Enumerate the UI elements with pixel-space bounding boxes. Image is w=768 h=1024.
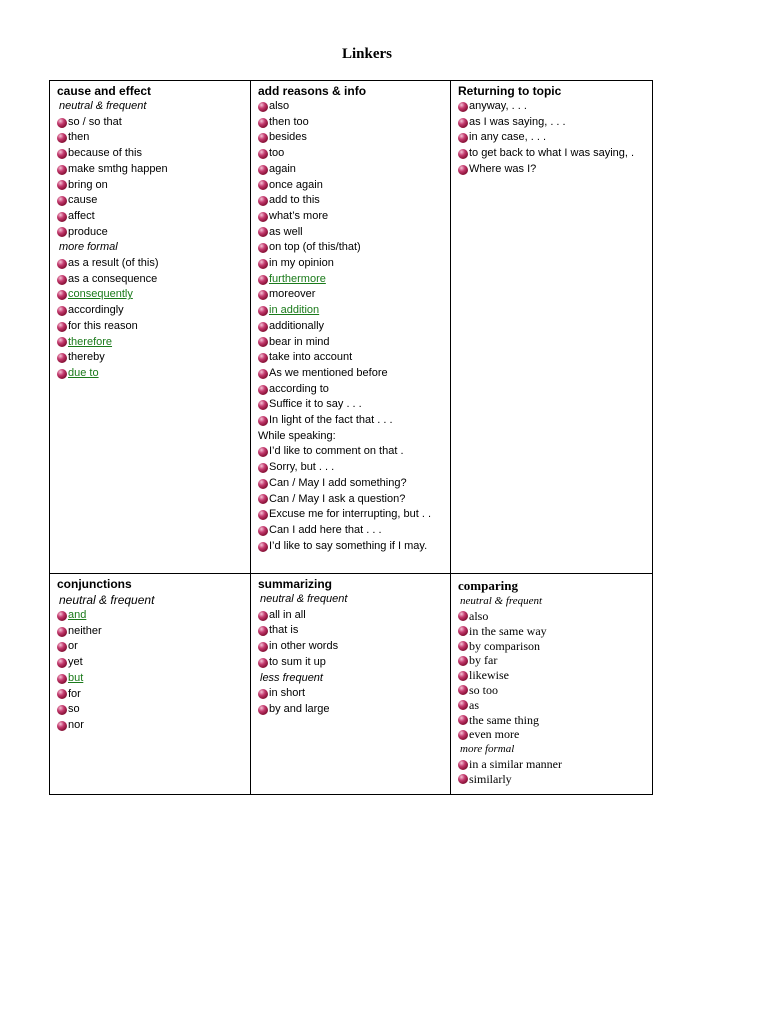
ball-bullet-icon [258, 353, 268, 363]
linker-text: to sum it up [269, 655, 326, 668]
list-item [57, 193, 244, 209]
linker-list [458, 99, 646, 178]
linker-text: neither [68, 624, 102, 637]
register-label: more formal [460, 743, 515, 756]
linker-text: because of this [68, 147, 142, 160]
linker-text: similarly [469, 771, 512, 786]
list-item [458, 115, 646, 131]
list-item [258, 623, 444, 639]
linker-link[interactable]: in addition [269, 304, 320, 317]
list-item [57, 287, 244, 303]
list-item [458, 146, 646, 162]
cell-cause-and-effect [50, 81, 251, 574]
ball-bullet-icon [57, 118, 67, 128]
linker-link[interactable]: therefore [68, 335, 113, 348]
list-item [258, 287, 444, 303]
ball-bullet-icon [458, 656, 468, 666]
list-item [458, 653, 646, 668]
list-item [57, 624, 244, 640]
ball-bullet-icon [57, 705, 67, 715]
list-item [258, 608, 444, 624]
cell-returning-to-topic [451, 81, 653, 574]
linker-text: additionally [269, 319, 325, 332]
ball-bullet-icon [258, 259, 268, 269]
ball-bullet-icon [57, 337, 67, 347]
linker-text: cause [68, 194, 98, 207]
cell-summarizing [251, 574, 451, 795]
list-item [57, 272, 244, 288]
ball-bullet-icon [57, 611, 67, 621]
linker-text: As we mentioned before [269, 366, 388, 379]
list-item [258, 319, 444, 335]
list-item [258, 225, 444, 241]
list-item [258, 444, 444, 460]
linker-text: bear in mind [269, 335, 330, 348]
linker-text: as a result (of this) [68, 257, 159, 270]
linker-text: yet [68, 656, 83, 669]
linker-text: also [469, 609, 489, 623]
ball-bullet-icon [458, 700, 468, 710]
list-item [458, 130, 646, 146]
list-item [258, 382, 444, 398]
ball-bullet-icon [57, 369, 67, 379]
list-item [458, 683, 646, 698]
linker-text: so [68, 703, 80, 716]
ball-bullet-icon [258, 385, 268, 395]
ball-bullet-icon [258, 243, 268, 253]
register-label: neutral & frequent [460, 595, 543, 607]
list-item [258, 303, 444, 319]
cell-header: comparing [458, 578, 518, 593]
linker-text: once again [269, 178, 323, 191]
cell-header: cause and effect [57, 84, 152, 98]
ball-bullet-icon [458, 165, 468, 175]
ball-bullet-icon [57, 212, 67, 222]
list-item [258, 115, 444, 131]
ball-bullet-icon [57, 658, 67, 668]
linker-text: Can I add here that . . . [269, 523, 382, 536]
ball-bullet-icon [258, 290, 268, 300]
list-item [458, 668, 646, 683]
list-item [258, 492, 444, 508]
linker-list [57, 115, 244, 241]
list-item [258, 272, 444, 288]
register-label: neutral & frequent [260, 593, 348, 605]
ball-bullet-icon [258, 102, 268, 112]
linker-text: also [269, 100, 290, 112]
ball-bullet-icon [458, 671, 468, 681]
linker-text: to get back to what I was saying, . [469, 147, 635, 160]
linker-text: for [68, 687, 81, 700]
ball-bullet-icon [258, 275, 268, 285]
list-item [57, 162, 244, 178]
list-item [458, 162, 646, 178]
ball-bullet-icon [258, 494, 268, 504]
linker-text: as [469, 697, 479, 712]
ball-bullet-icon [258, 149, 268, 159]
list-item [258, 256, 444, 272]
linker-text: all in all [269, 608, 306, 621]
linker-link[interactable]: due to [68, 366, 99, 379]
linker-text: likewise [469, 668, 509, 683]
linker-text: or [68, 640, 78, 653]
ball-bullet-icon [458, 715, 468, 725]
linker-text: in short [269, 687, 306, 700]
list-item [458, 639, 646, 654]
ball-bullet-icon [458, 611, 468, 621]
list-item [258, 335, 444, 351]
linker-text: as well [269, 225, 303, 238]
ball-bullet-icon [458, 641, 468, 651]
cell-comparing [451, 574, 653, 795]
linker-link[interactable]: but [68, 671, 84, 684]
linker-text: in my opinion [269, 257, 334, 270]
linker-text: so too [469, 682, 499, 697]
ball-bullet-icon [458, 133, 468, 143]
ball-bullet-icon [258, 133, 268, 143]
ball-bullet-icon [458, 102, 468, 112]
list-item [258, 366, 444, 382]
linker-text: Can / May I ask a question? [269, 492, 406, 505]
ball-bullet-icon [258, 322, 268, 332]
linker-text: according to [269, 382, 329, 395]
list-item [258, 162, 444, 178]
list-item [57, 655, 244, 671]
list-item [458, 609, 646, 624]
register-label: neutral & frequent [59, 100, 147, 112]
ball-bullet-icon [258, 165, 268, 175]
linker-text: the same thing [469, 712, 539, 727]
linker-text: Can / May I add something? [269, 476, 407, 489]
ball-bullet-icon [57, 149, 67, 159]
ball-bullet-icon [458, 149, 468, 159]
list-item [57, 335, 244, 351]
linker-text: even more [469, 727, 520, 742]
linker-text: thereby [68, 351, 105, 364]
list-item [57, 178, 244, 194]
linker-text: produce [68, 225, 108, 238]
linker-link[interactable]: furthermore [269, 272, 326, 285]
ball-bullet-icon [258, 705, 268, 715]
linker-list [258, 686, 444, 717]
ball-bullet-icon [258, 463, 268, 473]
list-item [458, 757, 646, 772]
linker-text: affect [68, 209, 95, 222]
linker-text: what’s more [269, 209, 329, 222]
ball-bullet-icon [458, 774, 468, 784]
linkers-table [49, 80, 653, 795]
list-item [57, 130, 244, 146]
ball-bullet-icon [258, 369, 268, 379]
list-item [57, 639, 244, 655]
linker-text: in other words [269, 640, 339, 653]
linker-text: besides [269, 131, 307, 144]
linker-text: then too [269, 115, 309, 128]
list-item [458, 727, 646, 742]
list-item [57, 319, 244, 335]
ball-bullet-icon [57, 290, 67, 300]
ball-bullet-icon [258, 306, 268, 316]
ball-bullet-icon [57, 180, 67, 190]
cell-add-reasons-info [251, 81, 451, 574]
linker-text: in any case, . . . [469, 131, 547, 144]
ball-bullet-icon [458, 626, 468, 636]
list-item [57, 671, 244, 687]
linker-text: take into account [269, 351, 353, 364]
ball-bullet-icon [57, 227, 67, 237]
ball-bullet-icon [258, 626, 268, 636]
linker-text: add to this [269, 194, 320, 207]
ball-bullet-icon [258, 510, 268, 520]
ball-bullet-icon [57, 306, 67, 316]
cell-conjunctions [50, 574, 251, 795]
list-item [258, 686, 444, 702]
cell-header: add reasons & info [258, 84, 367, 98]
list-item [258, 476, 444, 492]
linker-text: Suffice it to say . . . [269, 398, 362, 411]
page-title: Linkers [341, 46, 392, 62]
linker-list [458, 609, 646, 742]
ball-bullet-icon [57, 689, 67, 699]
ball-bullet-icon [258, 416, 268, 426]
list-item [258, 350, 444, 366]
speaking-label: While speaking: [258, 429, 336, 442]
linker-text: by far [469, 653, 498, 668]
list-item [57, 209, 244, 225]
linker-list [258, 99, 444, 429]
register-label: neutral & frequent [59, 593, 155, 607]
ball-bullet-icon [57, 259, 67, 269]
linker-text: by comparison [469, 638, 540, 653]
ball-bullet-icon [258, 689, 268, 699]
ball-bullet-icon [57, 133, 67, 143]
linker-text: accordingly [68, 304, 124, 317]
ball-bullet-icon [258, 658, 268, 668]
linker-text: moreover [269, 288, 316, 301]
list-item [57, 702, 244, 718]
ball-bullet-icon [258, 526, 268, 536]
linker-text: by and large [269, 702, 330, 715]
cell-header: summarizing [258, 577, 333, 591]
list-item [57, 718, 244, 734]
list-item [258, 507, 444, 523]
list-item [458, 624, 646, 639]
list-item [458, 99, 646, 115]
linker-list [458, 757, 646, 787]
table-row [50, 574, 653, 795]
ball-bullet-icon [258, 180, 268, 190]
linker-text: in a similar manner [469, 757, 562, 772]
cell-header: conjunctions [57, 577, 132, 591]
list-item [458, 713, 646, 728]
cell-header: Returning to topic [458, 84, 562, 98]
linker-text: anyway, . . . [469, 100, 527, 112]
ball-bullet-icon [458, 685, 468, 695]
linker-text: in the same way [469, 623, 547, 638]
linker-list [258, 444, 444, 554]
ball-bullet-icon [57, 642, 67, 652]
linker-text: again [269, 162, 296, 175]
ball-bullet-icon [258, 337, 268, 347]
list-item [57, 366, 244, 382]
linker-text: nor [68, 718, 84, 731]
list-item [57, 256, 244, 272]
list-item [258, 146, 444, 162]
ball-bullet-icon [258, 447, 268, 457]
ball-bullet-icon [57, 353, 67, 363]
ball-bullet-icon [258, 118, 268, 128]
ball-bullet-icon [458, 730, 468, 740]
ball-bullet-icon [258, 400, 268, 410]
list-item [258, 639, 444, 655]
list-item [258, 702, 444, 718]
linker-list [258, 608, 444, 671]
list-item [258, 240, 444, 256]
list-item [458, 698, 646, 713]
ball-bullet-icon [258, 542, 268, 552]
list-item [57, 225, 244, 241]
list-item [57, 350, 244, 366]
ball-bullet-icon [57, 674, 67, 684]
linker-text: In light of the fact that . . . [269, 414, 393, 427]
ball-bullet-icon [258, 212, 268, 222]
linker-text: I’d like to comment on that . [269, 445, 404, 458]
list-item [258, 130, 444, 146]
list-item [458, 772, 646, 787]
list-item [258, 209, 444, 225]
linker-text: that is [269, 624, 299, 637]
ball-bullet-icon [258, 642, 268, 652]
list-item [258, 178, 444, 194]
list-item [57, 146, 244, 162]
list-item [258, 539, 444, 555]
linker-text: as a consequence [68, 272, 158, 285]
register-label: less frequent [260, 671, 323, 684]
list-item [57, 303, 244, 319]
ball-bullet-icon [57, 721, 67, 731]
list-item [57, 687, 244, 703]
list-item [258, 397, 444, 413]
list-item [57, 608, 244, 624]
list-item [258, 193, 444, 209]
linker-text: I’d like to say something if I may. [269, 539, 428, 552]
list-item [258, 655, 444, 671]
linker-text: on top (of this/that) [269, 241, 361, 254]
linker-text: bring on [68, 178, 108, 191]
list-item [258, 99, 444, 115]
linker-text: make smthg happen [68, 162, 168, 175]
linker-text: so / so that [68, 115, 122, 128]
table-row [50, 81, 653, 574]
linker-list [57, 608, 244, 734]
ball-bullet-icon [57, 322, 67, 332]
linker-text: as I was saying, . . . [469, 115, 566, 128]
ball-bullet-icon [258, 479, 268, 489]
ball-bullet-icon [458, 118, 468, 128]
ball-bullet-icon [57, 627, 67, 637]
list-item [258, 523, 444, 539]
linker-text: then [68, 131, 90, 144]
ball-bullet-icon [57, 275, 67, 285]
linker-text: Sorry, but . . . [269, 461, 335, 474]
ball-bullet-icon [258, 196, 268, 206]
ball-bullet-icon [458, 760, 468, 770]
ball-bullet-icon [57, 165, 67, 175]
list-item [258, 460, 444, 476]
register-label: more formal [59, 241, 118, 254]
linker-text: Excuse me for interrupting, but . . [269, 508, 432, 521]
linker-link[interactable]: and [68, 609, 87, 621]
linker-text: too [269, 147, 285, 160]
linker-text: Where was I? [469, 162, 537, 175]
list-item [258, 413, 444, 429]
ball-bullet-icon [57, 196, 67, 206]
linker-list [57, 256, 244, 382]
ball-bullet-icon [258, 611, 268, 621]
list-item [57, 115, 244, 131]
linker-link[interactable]: consequently [68, 288, 133, 301]
ball-bullet-icon [258, 227, 268, 237]
linker-text: for this reason [68, 319, 138, 332]
